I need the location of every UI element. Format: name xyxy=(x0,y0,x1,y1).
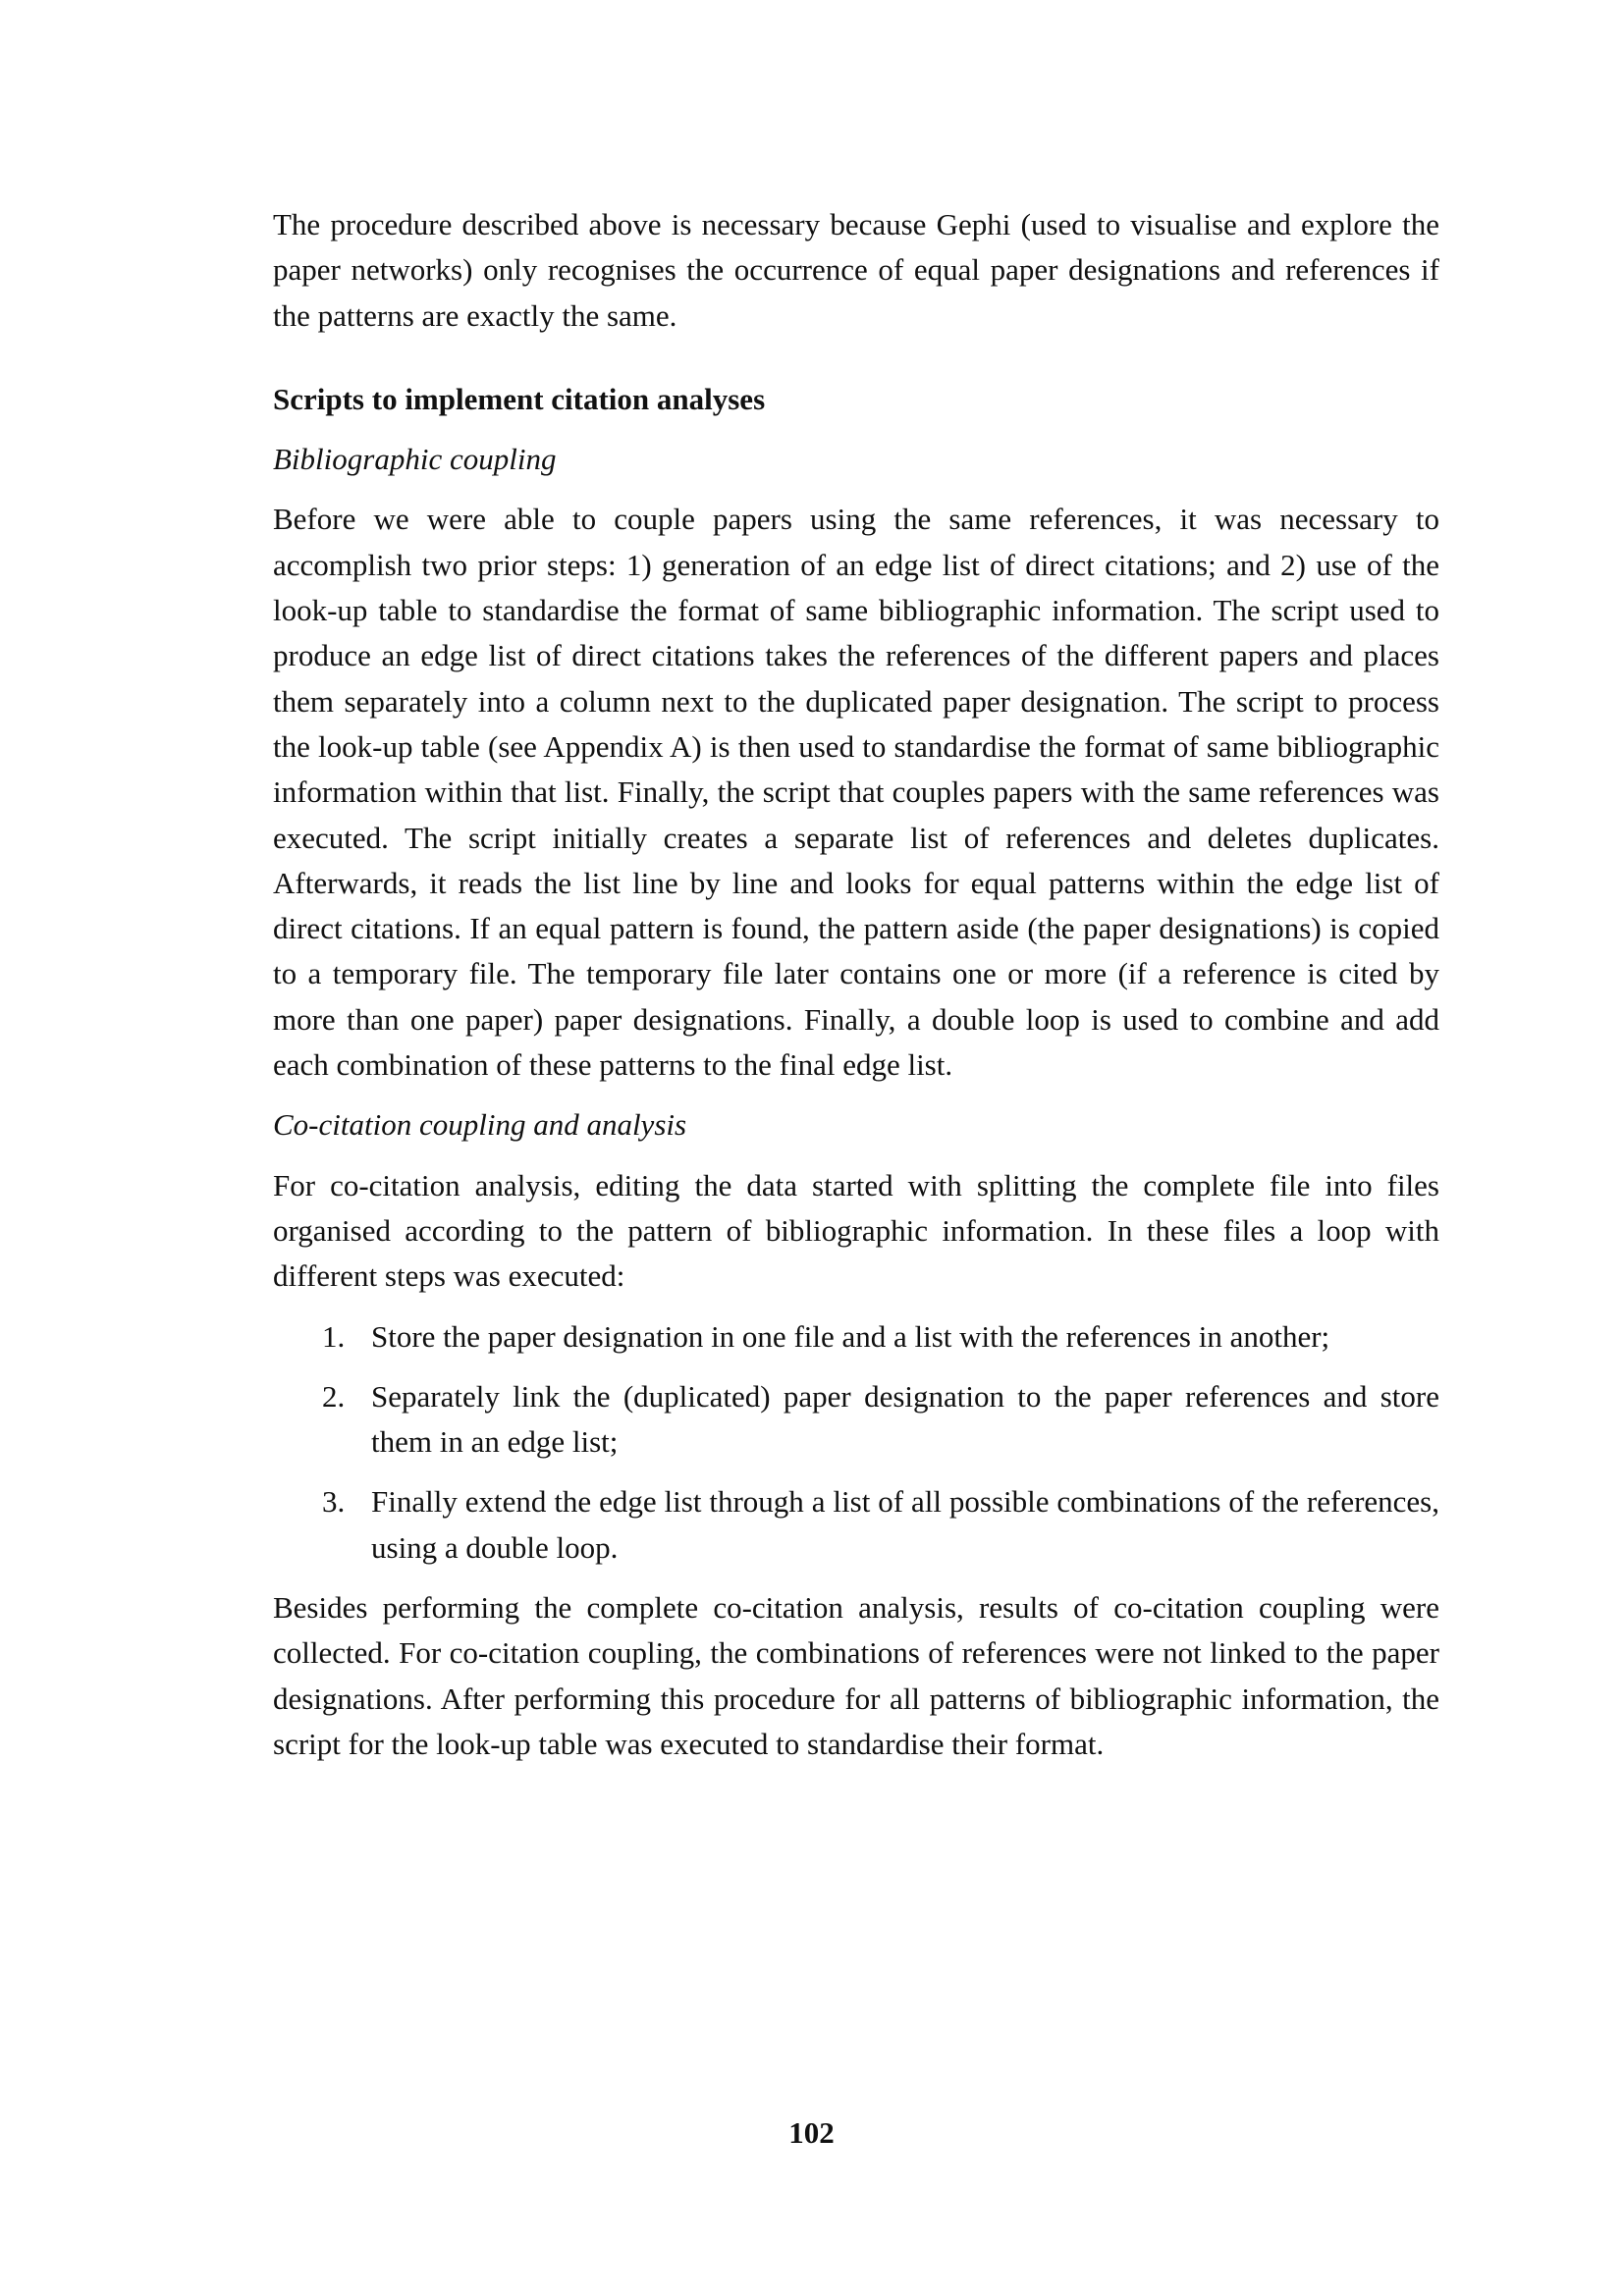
list-item xyxy=(273,1314,1439,1360)
co-citation-closing-paragraph: Besides performing the complete co-citation analysis, results of co-citation coupling were collected. For co-citation coupling, the combinations of references were not linked to the paper designations. After performing this procedure for all patterns of bibliographic information, the script for the look-up table was executed to standardise their format. xyxy=(273,1590,1439,1761)
list-item-text: Separately link the (duplicated) paper designation to the paper references and store them in an edge list; xyxy=(371,1378,1439,1460)
page-number: 102 xyxy=(788,2115,835,2150)
list-item xyxy=(273,1374,1439,1466)
list-item-text: Store the paper designation in one file and a list with the references in another; xyxy=(371,1318,1330,1354)
co-citation-steps-list xyxy=(273,1314,1439,1571)
list-item-number: 1. xyxy=(322,1318,346,1354)
co-citation-subheading: Co-citation coupling and analysis xyxy=(273,1107,687,1143)
section-heading: Scripts to implement citation analyses xyxy=(273,381,766,416)
list-item-text: Finally extend the edge list through a list of all possible combinations of the references, using a double loop. xyxy=(371,1484,1439,1565)
bibliographic-coupling-paragraph: Before we were able to couple papers using the same references, it was necessary to accomplish two prior steps: 1) generation of an edge list of direct citations; and 2) use of the look-up table to standardise the format of same bibliographic information. The script used to produce an edge list of direct citations takes the references of the different papers and places them separately into a column next to the duplicated paper designation. The script to process the look-up table (see Appendix A) is then used to standardise the format of same bibliographic information within that list. Finally, the script that couples papers with the same references was executed. The script initially creates a separate list of references and deletes duplicates. Afterwards, it reads the list line by line and looks for equal patterns within the edge list of direct citations. If an equal pattern is found, the pattern aside (the paper designations) is copied to a temporary file. The temporary file later contains one or more (if a reference is cited by more than one paper) paper designations. Finally, a double loop is used to combine and add each combination of these patterns to the final edge list. xyxy=(273,502,1439,1083)
list-item xyxy=(273,1479,1439,1571)
list-item-number: 2. xyxy=(322,1378,346,1414)
list-item-number: 3. xyxy=(322,1484,346,1520)
co-citation-paragraph: For co-citation analysis, editing the data started with splitting the complete file into files organised according to the pattern of bibliographic information. In these files a loop with different steps was executed: xyxy=(273,1167,1439,1294)
bibliographic-coupling-subheading: Bibliographic coupling xyxy=(273,442,557,477)
page-content xyxy=(273,202,1439,1782)
intro-paragraph: The procedure described above is necessary because Gephi (used to visualise and explore the paper networks) only recognises the occurrence of equal paper designations and references if the patterns are exactly the same. xyxy=(273,207,1439,333)
